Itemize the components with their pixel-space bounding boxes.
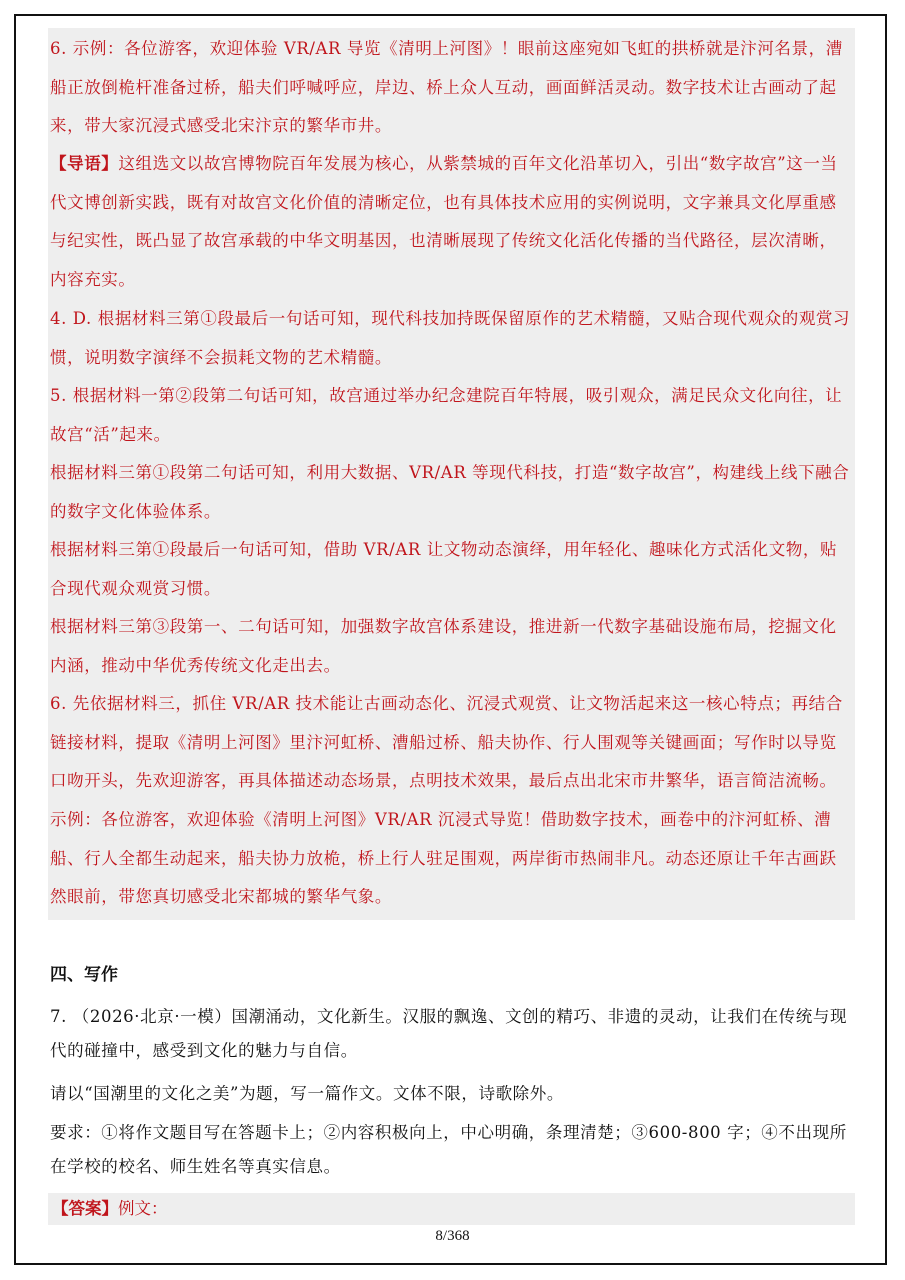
answer-paragraph-q6-sample: 示例：各位游客，欢迎体验《清明上河图》VR/AR 沉浸式导览！借助数字技术，画卷中的汴河虹桥、漕船、行人全都生动起来，船夫协力放桅，桥上行人驻足围观，两岸街市热闹非凡。动态还原让千年古画跃然眼前，带您真切感受北宋都城的繁华气象。 xyxy=(50,810,837,906)
guide-tag: 【导语】 xyxy=(50,154,119,173)
writing-prompt: 请以“国潮里的文化之美”为题，写一篇作文。文体不限，诗歌除外。 xyxy=(50,1084,564,1103)
section-title-writing: 四、写作 xyxy=(50,965,118,985)
writing-requirements: 要求：①将作文题目写在答题卡上；②内容积极向上，中心明确，条理清楚；③600-800 字；④不出现所在学校的校名、师生姓名等真实信息。 xyxy=(50,1123,847,1176)
answer-bar xyxy=(48,1193,855,1225)
answer-label-line xyxy=(52,1196,168,1222)
answer-paragraph-q5-point3: 根据材料三第①段最后一句话可知，借助 VR/AR 让文物动态演绎，用年轻化、趣味化方式活化文物，贴合现代观众观赏习惯。 xyxy=(50,540,838,598)
answer-paragraph-q6-method: 6. 先依据材料三，抓住 VR/AR 技术能让古画动态化、沉浸式观赏、让文物活起来这一核心特点；再结合链接材料，提取《清明上河图》里汴河虹桥、漕船过桥、船夫协作、行人围观等关键画面；写作时以导览口吻开头，先欢迎游客，再具体描述动态场景，点明技术效果，最后点出北宋市井繁华，语言简洁流畅。 xyxy=(50,694,843,790)
answer-paragraph-q6-example: 6. 示例：各位游客，欢迎体验 VR/AR 导览《清明上河图》！眼前这座宛如飞虹的拱桥就是汴河名景，漕船正放倒桅杆准备过桥，船夫们呼喊呼应，岸边、桥上众人互动，画面鲜活灵动。数字技术让古画动了起来，带大家沉浸式感受北宋汴京的繁华市井。 xyxy=(50,39,843,135)
guide-text: 这组选文以故宫博物院百年发展为核心，从紫禁城的百年文化沿革切入，引出“数字故宫”这一当代文博创新实践，既有对故宫文化价值的清晰定位，也有具体技术应用的实例说明，文字兼具文化厚重感与纪实性，既凸显了故宫承载的中华文明基因，也清晰展现了传统文化活化传播的当代路径，层次清晰，内容充实。 xyxy=(50,154,838,289)
guide-paragraph xyxy=(50,145,853,299)
question-7: 7. （2026·北京·一模）国潮涌动，文化新生。汉服的飘逸、文创的精巧、非遗的灵动，让我们在传统与现代的碰撞中，感受到文化的魅力与自信。 xyxy=(50,1007,848,1060)
answer-sample-label: 例文： xyxy=(118,1199,168,1218)
answer-paragraph-q5: 5. 根据材料一第②段第二句话可知，故宫通过举办纪念建院百年特展，吸引观众，满足民众文化向往，让故宫“活”起来。 xyxy=(50,386,843,444)
answer-paragraph-q5-point2: 根据材料三第①段第二句话可知，利用大数据、VR/AR 等现代科技，打造“数字故宫”，构建线上线下融合的数字文化体验体系。 xyxy=(50,463,850,521)
answer-tag: 【答案】 xyxy=(52,1199,118,1218)
answer-paragraph-q4: 4. D. 根据材料三第①段最后一句话可知，现代科技加持既保留原作的艺术精髓，又贴合现代观众的观赏习惯，说明数字演绎不会损耗文物的艺术精髓。 xyxy=(50,309,851,367)
answer-paragraph-q5-point4: 根据材料三第③段第一、二句话可知，加强数字故宫体系建设，推进新一代数字基础设施布局，挖掘文化内涵，推动中华优秀传统文化走出去。 xyxy=(50,617,837,675)
page-number: 8/368 xyxy=(435,1228,470,1244)
